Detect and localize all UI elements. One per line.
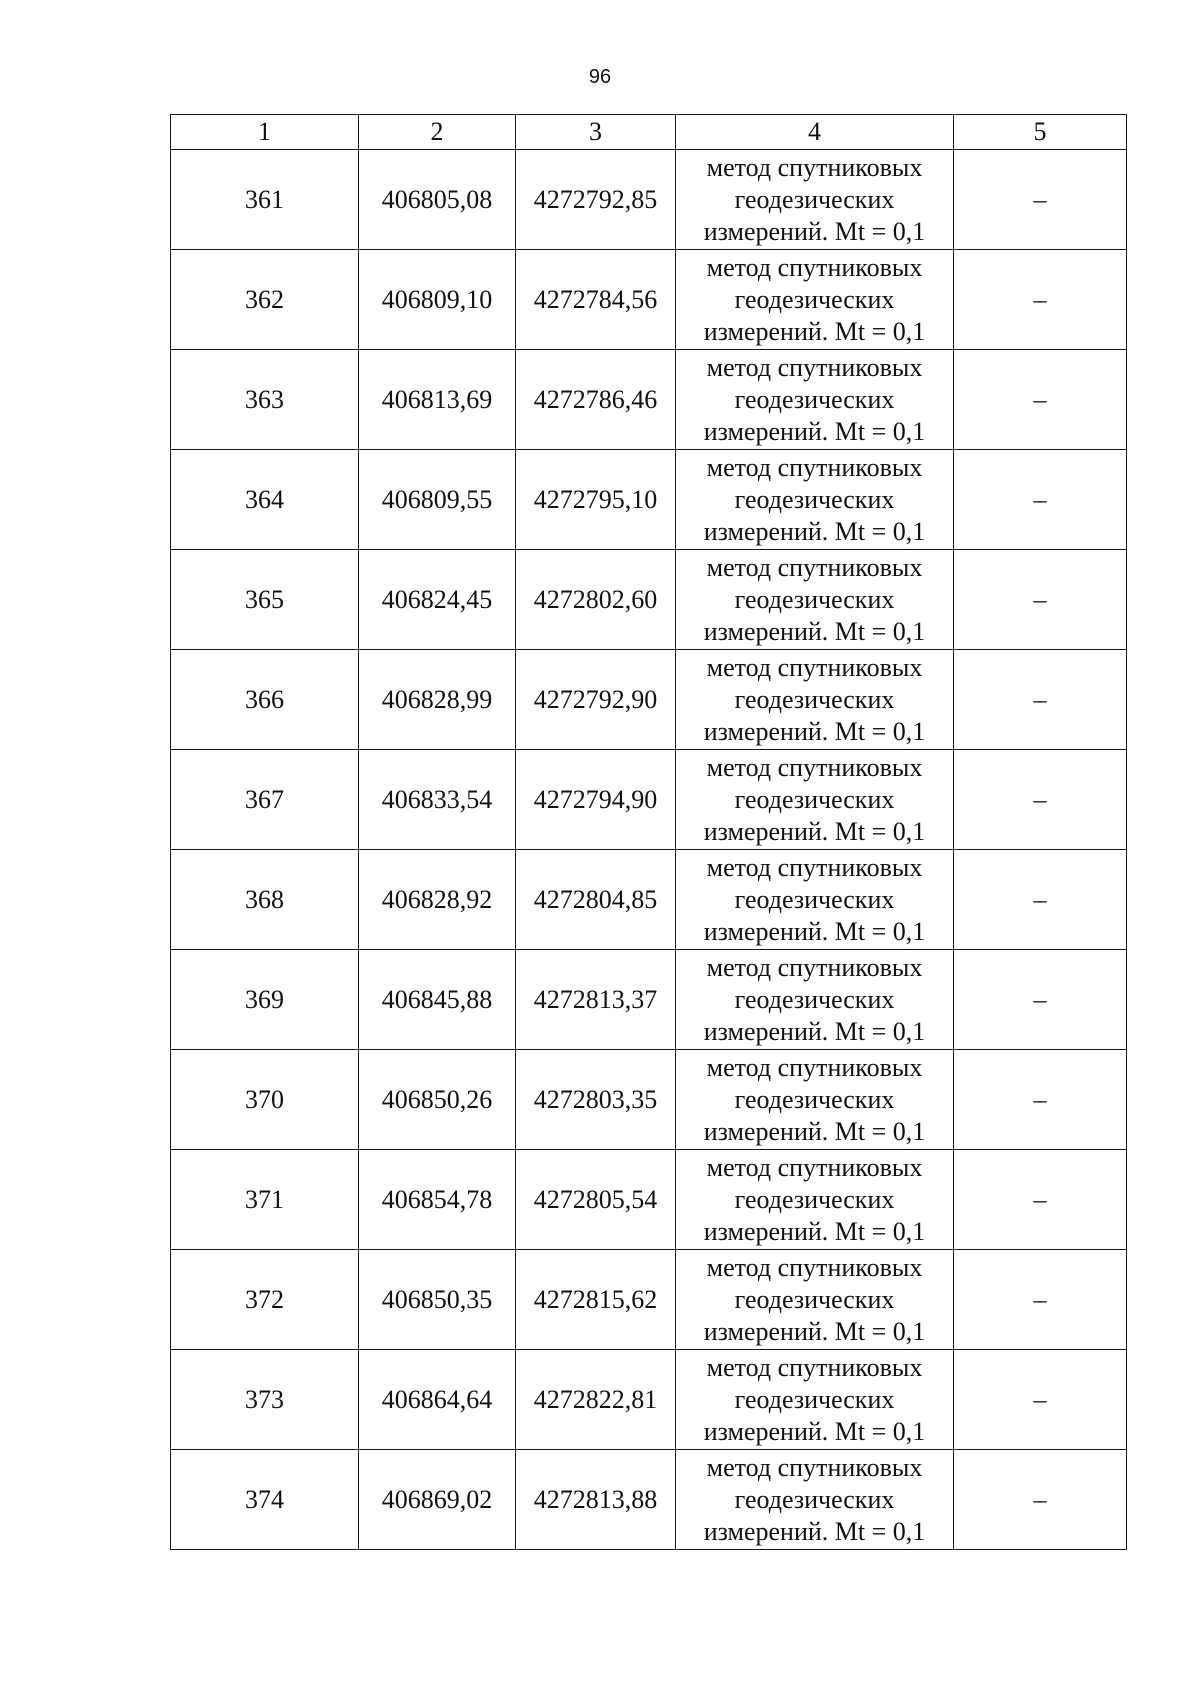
header-row: [171, 115, 1127, 150]
table-body: [171, 150, 1127, 1550]
method-line: геодезических: [734, 184, 895, 214]
method-cell: [676, 750, 954, 850]
method-line: измерений. Mt = 0,1: [703, 216, 926, 246]
table-row: [171, 1250, 1127, 1350]
table-row: [171, 1150, 1127, 1250]
point-number-cell: 362: [171, 250, 359, 350]
method-line: метод спутниковых: [706, 552, 923, 582]
method-cell: [676, 550, 954, 650]
method-line: измерений. Mt = 0,1: [703, 1016, 926, 1046]
point-number-cell: 364: [171, 450, 359, 550]
table-row: [171, 950, 1127, 1050]
method-line: метод спутниковых: [706, 1052, 923, 1082]
point-number-cell: 369: [171, 950, 359, 1050]
note-cell: –: [954, 350, 1127, 450]
method-cell: [676, 350, 954, 450]
header-col-5: 5: [954, 115, 1127, 150]
method-line: измерений. Mt = 0,1: [703, 616, 926, 646]
coordinate-x-cell: 406824,45: [359, 550, 516, 650]
method-cell: [676, 950, 954, 1050]
point-number-cell: 370: [171, 1050, 359, 1150]
method-cell: [676, 150, 954, 250]
method-line: метод спутниковых: [706, 352, 923, 382]
coordinate-x-cell: 406813,69: [359, 350, 516, 450]
method-line: геодезических: [734, 984, 895, 1014]
coordinate-x-cell: 406833,54: [359, 750, 516, 850]
method-line: измерений. Mt = 0,1: [703, 516, 926, 546]
table-row: [171, 250, 1127, 350]
method-line: геодезических: [734, 1484, 895, 1514]
point-number-cell: 365: [171, 550, 359, 650]
coordinate-y-cell: 4272786,46: [516, 350, 676, 450]
note-cell: –: [954, 1350, 1127, 1450]
method-line: геодезических: [734, 1184, 895, 1214]
method-line: метод спутниковых: [706, 1252, 923, 1282]
method-line: геодезических: [734, 384, 895, 414]
method-line: измерений. Mt = 0,1: [703, 1316, 926, 1346]
table-row: [171, 450, 1127, 550]
method-line: измерений. Mt = 0,1: [703, 1416, 926, 1446]
method-cell: [676, 850, 954, 950]
method-cell: [676, 1150, 954, 1250]
note-cell: –: [954, 1150, 1127, 1250]
table-row: [171, 650, 1127, 750]
coordinate-y-cell: 4272804,85: [516, 850, 676, 950]
method-line: метод спутниковых: [706, 1152, 923, 1182]
header-col-1: 1: [171, 115, 359, 150]
coordinate-y-cell: 4272792,85: [516, 150, 676, 250]
note-cell: –: [954, 450, 1127, 550]
note-cell: –: [954, 1450, 1127, 1550]
coordinate-y-cell: 4272803,35: [516, 1050, 676, 1150]
table-row: [171, 1350, 1127, 1450]
coordinate-x-cell: 406854,78: [359, 1150, 516, 1250]
method-line: измерений. Mt = 0,1: [703, 416, 926, 446]
note-cell: –: [954, 750, 1127, 850]
method-cell: [676, 250, 954, 350]
method-line: измерений. Mt = 0,1: [703, 1516, 926, 1546]
method-cell: [676, 450, 954, 550]
table-row: [171, 850, 1127, 950]
coordinate-x-cell: 406805,08: [359, 150, 516, 250]
method-cell: [676, 650, 954, 750]
method-line: метод спутниковых: [706, 752, 923, 782]
note-cell: –: [954, 250, 1127, 350]
coordinate-y-cell: 4272813,37: [516, 950, 676, 1050]
method-line: измерений. Mt = 0,1: [703, 1116, 926, 1146]
header-col-3: 3: [516, 115, 676, 150]
coordinate-x-cell: 406869,02: [359, 1450, 516, 1550]
coordinate-y-cell: 4272802,60: [516, 550, 676, 650]
coordinate-y-cell: 4272794,90: [516, 750, 676, 850]
point-number-cell: 367: [171, 750, 359, 850]
method-cell: [676, 1350, 954, 1450]
coordinate-y-cell: 4272822,81: [516, 1350, 676, 1450]
method-line: геодезических: [734, 1384, 895, 1414]
point-number-cell: 372: [171, 1250, 359, 1350]
note-cell: –: [954, 1250, 1127, 1350]
coordinate-y-cell: 4272813,88: [516, 1450, 676, 1550]
coordinate-y-cell: 4272784,56: [516, 250, 676, 350]
coordinate-x-cell: 406850,35: [359, 1250, 516, 1350]
method-cell: [676, 1050, 954, 1150]
method-line: метод спутниковых: [706, 252, 923, 282]
method-cell: [676, 1250, 954, 1350]
coordinate-y-cell: 4272792,90: [516, 650, 676, 750]
method-line: метод спутниковых: [706, 1452, 923, 1482]
method-line: геодезических: [734, 1284, 895, 1314]
method-line: измерений. Mt = 0,1: [703, 816, 926, 846]
coordinate-x-cell: 406828,92: [359, 850, 516, 950]
method-line: метод спутниковых: [706, 152, 923, 182]
note-cell: –: [954, 850, 1127, 950]
point-number-cell: 368: [171, 850, 359, 950]
coordinate-x-cell: 406809,10: [359, 250, 516, 350]
note-cell: –: [954, 150, 1127, 250]
method-line: геодезических: [734, 1084, 895, 1114]
header-col-4: 4: [676, 115, 954, 150]
coordinate-y-cell: 4272795,10: [516, 450, 676, 550]
method-line: метод спутниковых: [706, 452, 923, 482]
coordinate-x-cell: 406845,88: [359, 950, 516, 1050]
method-line: геодезических: [734, 684, 895, 714]
point-number-cell: 374: [171, 1450, 359, 1550]
table-row: [171, 750, 1127, 850]
method-line: измерений. Mt = 0,1: [703, 316, 926, 346]
point-number-cell: 366: [171, 650, 359, 750]
method-line: измерений. Mt = 0,1: [703, 716, 926, 746]
coordinate-y-cell: 4272815,62: [516, 1250, 676, 1350]
header-col-2: 2: [359, 115, 516, 150]
note-cell: –: [954, 1050, 1127, 1150]
table-row: [171, 550, 1127, 650]
method-line: метод спутниковых: [706, 1352, 923, 1382]
note-cell: –: [954, 950, 1127, 1050]
point-number-cell: 371: [171, 1150, 359, 1250]
method-line: геодезических: [734, 484, 895, 514]
method-line: метод спутниковых: [706, 952, 923, 982]
coordinate-x-cell: 406828,99: [359, 650, 516, 750]
method-line: геодезических: [734, 284, 895, 314]
point-number-cell: 373: [171, 1350, 359, 1450]
method-line: метод спутниковых: [706, 852, 923, 882]
table-header: [171, 115, 1127, 150]
method-line: геодезических: [734, 884, 895, 914]
table-row: [171, 1450, 1127, 1550]
table-row: [171, 1050, 1127, 1150]
point-number-cell: 361: [171, 150, 359, 250]
coordinate-x-cell: 406809,55: [359, 450, 516, 550]
method-line: измерений. Mt = 0,1: [703, 1216, 926, 1246]
method-cell: [676, 1450, 954, 1550]
note-cell: –: [954, 550, 1127, 650]
coordinate-y-cell: 4272805,54: [516, 1150, 676, 1250]
method-line: метод спутниковых: [706, 652, 923, 682]
page-number: 96: [588, 66, 612, 88]
coordinate-x-cell: 406864,64: [359, 1350, 516, 1450]
point-number-cell: 363: [171, 350, 359, 450]
method-line: геодезических: [734, 784, 895, 814]
method-line: геодезических: [734, 584, 895, 614]
table-row: [171, 150, 1127, 250]
note-cell: –: [954, 650, 1127, 750]
method-line: измерений. Mt = 0,1: [703, 916, 926, 946]
table-row: [171, 350, 1127, 450]
coordinates-table: [170, 114, 1127, 1550]
coordinate-x-cell: 406850,26: [359, 1050, 516, 1150]
